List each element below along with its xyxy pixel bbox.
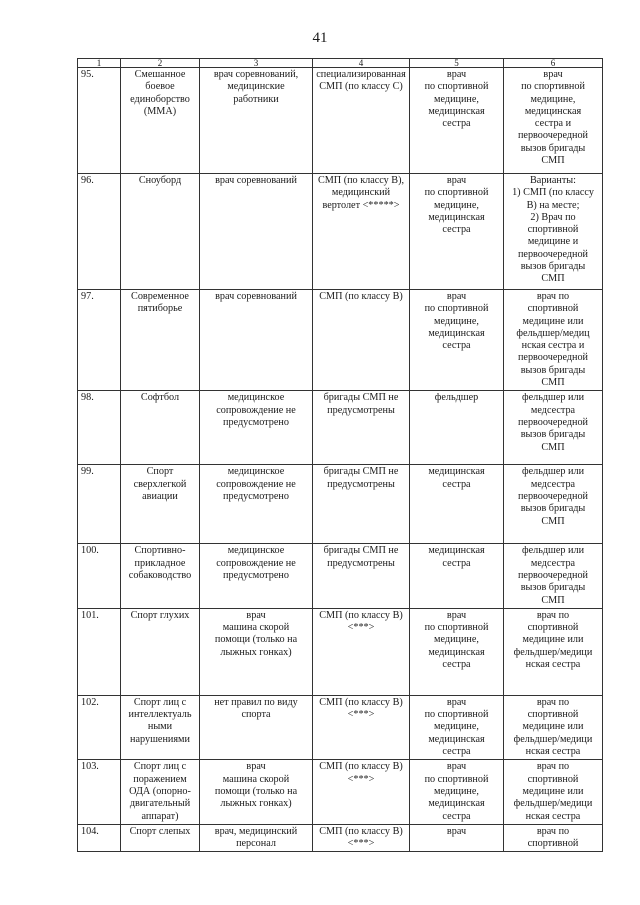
competition-staff: медицинское сопровождение не предусмотрено [216, 545, 296, 581]
ambulance-requirement: бригады СМП не предусмотрены [323, 466, 399, 490]
column-number: 2 [121, 59, 200, 68]
table-row [78, 174, 603, 290]
medical-personnel: врач по спортивной медицине, медицинская сестра [424, 69, 489, 130]
alternative-options: врач по спортивной медицине, медицинская сестра и первоочередной вызов бригады СМП [517, 69, 589, 167]
column-number: 4 [313, 59, 410, 68]
ambulance-requirement: СМП (по классу В) <***> [319, 761, 403, 785]
row-number: 101. [81, 609, 99, 621]
column-number: 1 [78, 59, 121, 68]
sport-name: Спорт лиц с интеллектуаль ными нарушениями [128, 696, 192, 745]
competition-staff: медицинское сопровождение не предусмотрено [216, 466, 296, 502]
sport-name: Спорт слепых [129, 825, 191, 837]
alternative-options: врач по спортивной [527, 825, 579, 850]
sport-name: Смешанное боевое единоборство (ММА) [130, 69, 190, 117]
page-number: 41 [312, 30, 328, 46]
competition-staff: врач машина скорой помощи (только на лыжных гонках) [214, 609, 298, 658]
competition-staff: медицинское сопровождение не предусмотрено [216, 392, 296, 428]
alternative-options: врач по спортивной медицине или фельдшер/медици нская сестра [513, 696, 593, 758]
sport-name: Спортивно- прикладное собаководство [128, 545, 192, 581]
column-number: 3 [200, 59, 313, 68]
column-number: 5 [410, 59, 504, 68]
alternative-options: врач по спортивной медицине или фельдшер/медици нская сестра [513, 609, 593, 671]
row-number: 96. [81, 175, 94, 186]
table-row [78, 290, 603, 391]
competition-staff: врач соревнований, медицинские работники [213, 69, 299, 105]
sport-name: Спорт глухих [130, 609, 190, 621]
table-row [78, 465, 603, 544]
medical-personnel: врач по спортивной медицине, медицинская сестра [424, 609, 489, 671]
ambulance-requirement: СМП (по классу В) [319, 291, 403, 302]
row-number: 99. [81, 466, 94, 478]
row-number: 95. [81, 69, 94, 80]
alternative-options: Варианты: 1) СМП (по классу В) на месте; 2) Врач по спортивной медицине и первоочередной вызов бригады СМП [512, 175, 594, 285]
medical-personnel: фельдшер [434, 392, 479, 404]
column-number: 6 [504, 59, 603, 68]
medical-personnel: врач по спортивной медицине, медицинская сестра [424, 291, 489, 352]
row-number: 102. [81, 696, 99, 708]
medical-personnel: врач по спортивной медицине, медицинская сестра [424, 175, 489, 236]
competition-staff: врач машина скорой помощи (только на лыжных гонках) [214, 761, 298, 810]
ambulance-requirement: СМП (по классу В) <***> [319, 609, 403, 634]
medical-personnel: врач [446, 825, 467, 837]
ambulance-requirement: СМП (по классу В), медицинский вертолет <*****> [317, 175, 405, 211]
column-number-row [78, 59, 603, 68]
alternative-options: фельдшер или медсестра первоочередной вызов бригады СМП [517, 392, 589, 453]
competition-staff: врач соревнований [215, 291, 297, 302]
row-number: 104. [81, 825, 99, 837]
table-row [78, 391, 603, 465]
competition-staff: нет правил по виду спорта [214, 696, 298, 721]
alternative-options: врач по спортивной медицине или фельдшер/медиц нская сестра и первоочередной вызов бригады СМП [516, 291, 590, 389]
competition-staff: врач, медицинский персонал [214, 825, 298, 850]
ambulance-requirement: бригады СМП не предусмотрены [323, 392, 399, 416]
alternative-options: фельдшер или медсестра первоочередной вызов бригады СМП [517, 466, 589, 527]
sport-name: Спорт лиц с поражением ОДА (опорно- двигательный аппарат) [129, 761, 191, 822]
table-row [78, 760, 603, 824]
table-row [78, 68, 603, 174]
row-number: 100. [81, 545, 99, 557]
table-row [78, 824, 603, 852]
sport-name: Софтбол [140, 392, 180, 404]
medical-personnel: врач по спортивной медицине, медицинская сестра [424, 696, 489, 758]
row-number: 97. [81, 291, 94, 302]
table-row [78, 608, 603, 695]
sport-name: Современное пятиборье [131, 291, 189, 315]
alternative-options: фельдшер или медсестра первоочередной вызов бригады СМП [517, 545, 589, 606]
table-row [78, 695, 603, 759]
sport-name: Сноуборд [138, 175, 182, 186]
row-number: 103. [81, 761, 99, 773]
medical-personnel: медицинская сестра [428, 466, 485, 490]
sport-name: Спорт сверхлегкой авиации [133, 466, 187, 502]
ambulance-requirement: СМП (по классу В) <***> [319, 696, 403, 721]
ambulance-requirement: специализированная СМП (по классу С) [316, 69, 406, 93]
competition-staff: врач соревнований [215, 175, 297, 186]
ambulance-requirement: бригады СМП не предусмотрены [323, 545, 399, 569]
sports-medical-table [77, 58, 603, 852]
medical-personnel: врач по спортивной медицине, медицинская сестра [424, 761, 489, 822]
row-number: 98. [81, 392, 94, 404]
medical-personnel: медицинская сестра [428, 545, 485, 569]
ambulance-requirement: СМП (по классу В) <***> [319, 825, 403, 850]
table-row [78, 544, 603, 608]
alternative-options: врач по спортивной медицине или фельдшер/медици нская сестра [513, 761, 593, 822]
